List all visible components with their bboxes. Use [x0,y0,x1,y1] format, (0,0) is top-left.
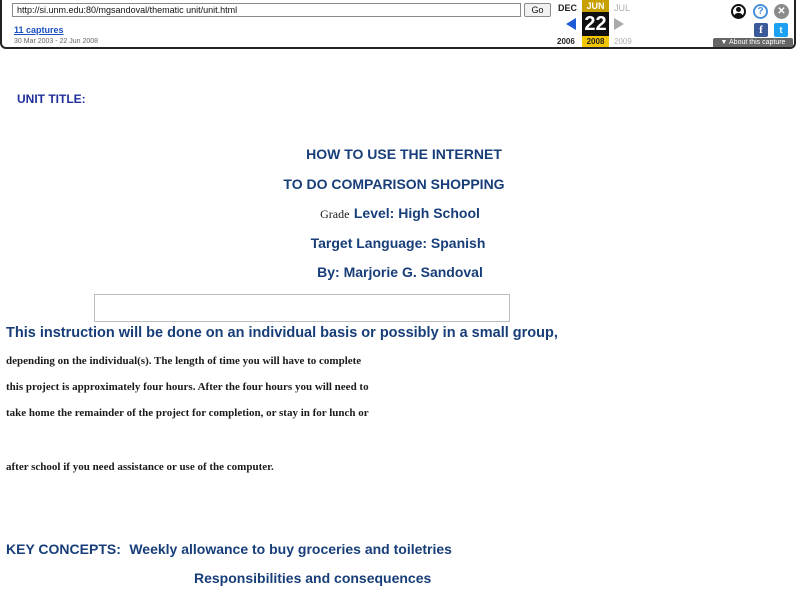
empty-text-box [94,294,510,322]
unit-title-line-2: TO DO COMPARISON SHOPPING [283,176,505,192]
prev-month-label[interactable]: DEC [558,3,578,13]
target-language: Target Language: Spanish [310,235,486,251]
close-icon[interactable]: ✕ [774,4,789,19]
key-concepts-label: KEY CONCEPTS: [6,541,121,557]
body-line-4: after school if you need assistance or use of the computer. [6,461,274,473]
key-concept-item-2: Responsibilities and consequences [194,570,432,586]
body-line-1: depending on the individual(s). The length of time you will have to complete [6,355,362,367]
go-button[interactable]: Go [524,3,551,17]
key-concept-item-1: Weekly allowance to buy groceries and toiletries [129,541,452,557]
unit-title-label: UNIT TITLE: [17,92,86,106]
unit-title-line-1: HOW TO USE THE INTERNET [306,146,502,162]
wayback-toolbar [0,0,796,49]
prev-capture-arrow-icon[interactable] [566,18,576,30]
grade-word: Grade [320,207,350,221]
key-concepts-row [6,541,452,559]
body-line-2: this project is approximately four hours. After the four hours you will need to [6,381,369,393]
next-year-label: 2009 [614,37,632,46]
prev-year-label[interactable]: 2006 [557,37,575,46]
author: By: Marjorie G. Sandoval [317,264,483,280]
grade-level-line [0,205,800,223]
current-year-label: 2008 [582,36,609,47]
twitter-icon[interactable]: t [774,23,788,37]
url-input[interactable] [12,3,521,17]
facebook-icon[interactable]: f [754,23,768,37]
about-capture-button[interactable]: ▼ About this capture [713,38,793,48]
current-day-label: 22 [584,13,607,35]
next-capture-arrow-icon [614,18,624,30]
instruction-heading: This instruction will be done on an individual basis or possibly in a small group, [6,325,558,341]
current-month-label: JUN [582,0,609,12]
user-icon[interactable] [731,4,746,19]
help-icon[interactable]: ? [753,4,768,19]
captures-link[interactable]: 11 captures [14,25,64,35]
body-line-3: take home the remainder of the project for completion, or stay in for lunch or [6,407,369,419]
next-month-label: JUL [614,3,631,13]
level-text: Level: High School [353,205,480,221]
capture-date-range: 30 Mar 2003 - 22 Jun 2008 [14,38,99,45]
